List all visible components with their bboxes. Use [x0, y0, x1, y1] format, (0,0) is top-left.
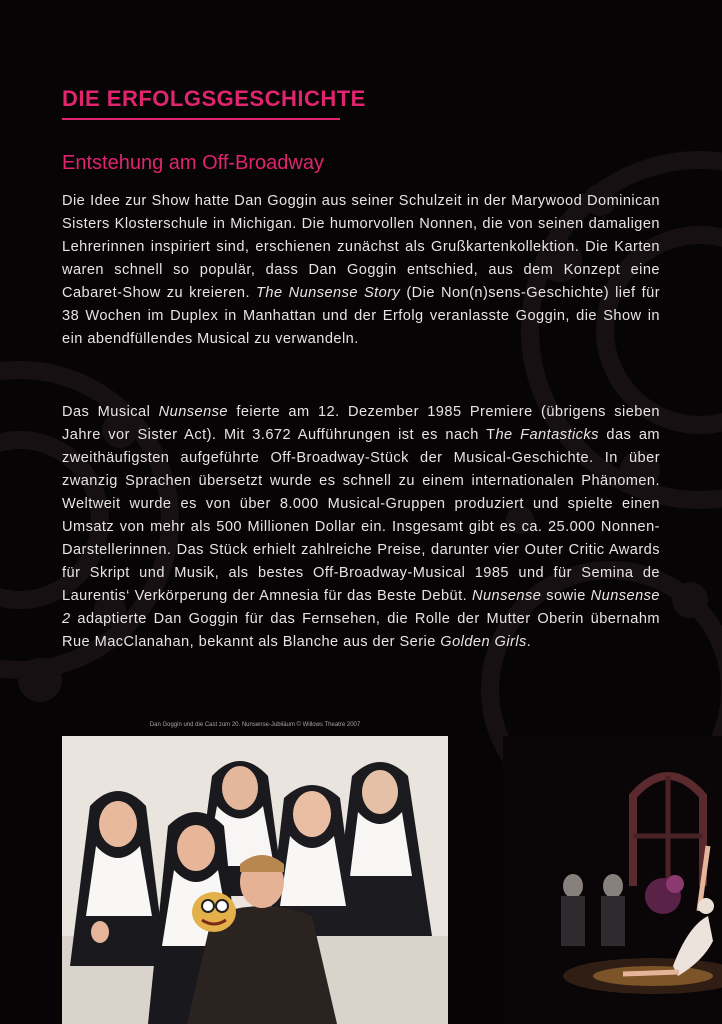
subsection-heading: Entstehung am Off-Broadway — [62, 152, 324, 174]
paragraph-origin — [62, 190, 660, 351]
p2-text-5: adaptierte Dan Goggin für das Fernsehen, die Rolle der Mutter Oberin übernahm Rue MacClanahan, bekannt als Blanche aus der Serie — [62, 611, 660, 650]
p2-text-1: Das Musical — [62, 404, 159, 420]
p2-text-3: das am zweithäufigsten aufgeführte Off-Broadway-Stück der Musical-Geschichte. In über zwanzig Sprachen übersetzt wurde es schnell zu einem internationalen Phänomen. Weltweit wurde es von über 8.000 Musical-Gruppen produziert und spielte einen Umsatz von mehr als 500 Millionen Dollar ein. Insgesamt gibt es ca. 25.000 Nonnen-Darstellerinnen. Das Stück erhielt zahlreiche Preise, darunter vier Outer Critic Awards für Skript und Musik, als bestes Off-Broadway-Musical 1985 und für Semina de Laurentis‘ Verkörperung der Amnesia für das Beste Debüt. — [62, 427, 661, 604]
p2-title-fantasticks: he Fantasticks — [495, 427, 599, 443]
p2-title-nunsense-sequel: Nunsense 2 — [62, 588, 660, 627]
p2-title-nunsense: Nunsense — [158, 404, 228, 420]
p2-text-2: feierte am 12. Dezember 1985 Premiere (übrigens sieben Jahre vor Sister Act). Mit 3.672 Aufführungen ist es nach T — [62, 404, 660, 443]
cast-photo — [62, 736, 448, 1024]
section-heading: DIE ERFOLGSGESCHICHTE — [62, 86, 340, 120]
stage-photo — [503, 736, 722, 1024]
p1-text-2: (Die Non(n)sens-Geschichte) lief für 38 Wochen im Duplex in Manhattan und der Erfolg veranlasste Goggin, die Show in ein abendfüllendes Musical zu verwandeln. — [62, 285, 661, 347]
p2-title-golden-girls: Golden Girls — [440, 634, 527, 650]
paragraph-success — [62, 401, 660, 654]
photo-caption: Dan Goggin und die Cast zum 20. Nunsense-Jubiläum © Willows Theatre 2007 — [149, 722, 361, 728]
p2-text-4: sowie — [541, 588, 591, 604]
p1-title-nunsense-story: The Nunsense Story — [256, 285, 401, 301]
p1-text-1: Die Idee zur Show hatte Dan Goggin aus seiner Schulzeit in der Marywood Dominican Sisters Klosterschule in Michigan. Die humorvollen Nonnen, die von seinen damaligen Lehrerinnen inspiriert sind, erschienen zunächst als Grußkartenkollektion. Die Karten waren schnell so populär, dass Dan Goggin entschied, aus dem Konzept eine Cabaret-Show zu kreieren. — [62, 193, 660, 301]
p2-title-nunsense-2: Nunsense — [472, 588, 542, 604]
p2-text-6: . — [526, 634, 532, 650]
